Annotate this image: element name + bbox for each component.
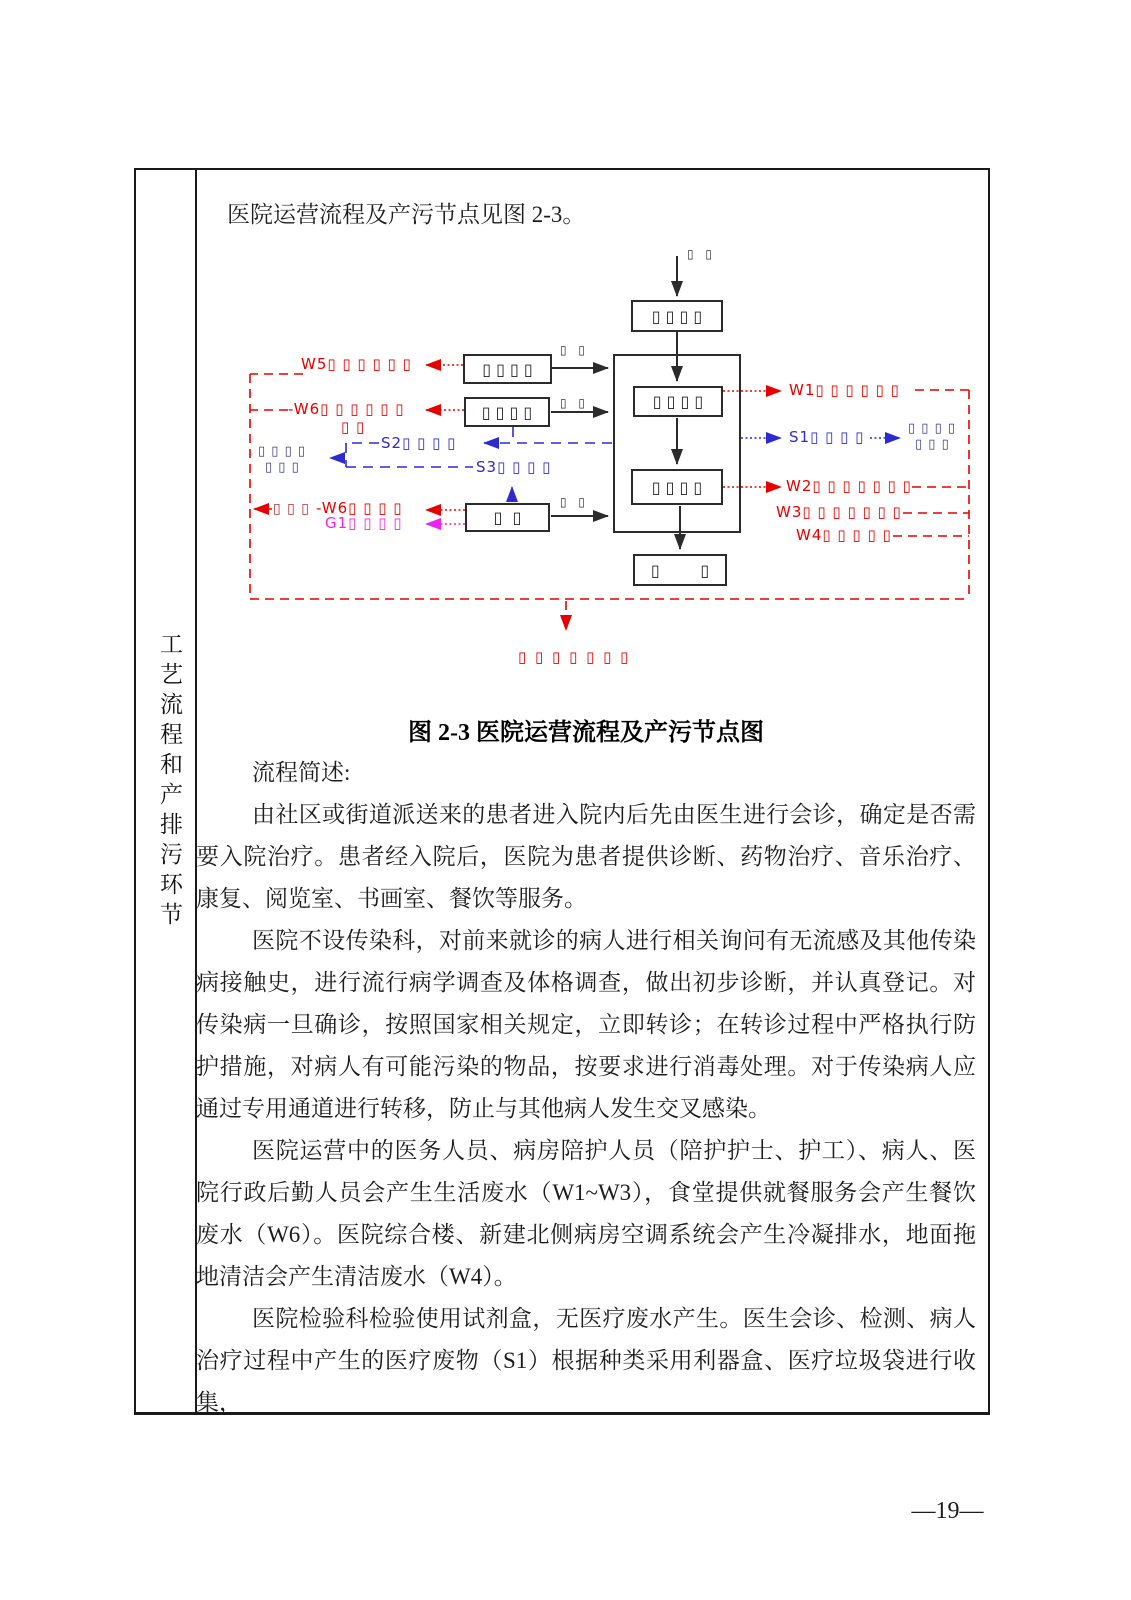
label-w5: W5▯ ▯ ▯ ▯ ▯ ▯ [301, 355, 412, 373]
flow-node-top: ▯ ▯ ▯ ▯ [631, 300, 723, 332]
label-w6-line2: ▯ ▯ [341, 418, 366, 436]
figure-caption: 图 2-3 医院运营流程及产污节点图 [408, 720, 764, 746]
flow-node-bottom: ▯ ▯ [633, 554, 727, 586]
edge-label-1: ▯ ▯ [560, 343, 590, 357]
label-w6: -W6▯ ▯ ▯ ▯ ▯ ▯ [288, 400, 405, 418]
label-s3: S3▯ ▯ ▯ ▯ [476, 458, 552, 476]
entry-edge-label: ▯ ▯ [687, 247, 717, 261]
label-w4: W4▯ ▯ ▯ ▯ ▯ [796, 526, 892, 544]
process-heading: 流程简述: [252, 760, 351, 785]
intro-line: 医院运营流程及产污节点见图 2-3。 [227, 202, 586, 227]
label-sewage-treatment: ▯ ▯ ▯ ▯ ▯ ▯ ▯ [518, 648, 631, 666]
label-septic: ▯ ▯ ▯ [273, 501, 311, 517]
label-s1: S1▯ ▯ ▯ ▯ [789, 428, 865, 446]
waste-store-right-line1: ▯ ▯ ▯ ▯ [908, 421, 957, 436]
label-waste-store-right [908, 421, 956, 453]
flow-node-left-1: ▯ ▯ ▯ ▯ [463, 354, 552, 384]
edge-label-2: ▯ ▯ [560, 396, 590, 410]
label-w3: W3▯ ▯ ▯ ▯ ▯ ▯ ▯ [776, 503, 902, 521]
paragraph-1: 由社区或街道派送来的患者进入院内后先由医生进行会诊，确定是否需要入院治疗。患者经入院后，医院为患者提供诊断、药物治疗、音乐治疗、康复、阅览室、书画室、餐饮等服务。 [196, 802, 976, 911]
label-w2: W2▯ ▯ ▯ ▯ ▯ ▯ ▯ [786, 477, 912, 495]
waste-store-right-line2: ▯ ▯ ▯ [915, 437, 950, 452]
label-g1: G1▯ ▯ ▯ ▯ [325, 514, 403, 532]
flow-node-inner-2: ▯ ▯ ▯ ▯ [631, 469, 723, 505]
paragraph-3: 医院运营中的医务人员、病房陪护人员（陪护护士、护工）、病人、医院行政后勤人员会产生生活废水（W1~W3），食堂提供就餐服务会产生餐饮废水（W6）。医院综合楼、新建北侧病房空调系统会产生冷凝排水，地面拖地清洁会产生清洁废水（W4）。 [196, 1138, 976, 1289]
label-w6-bottom: -W6▯ ▯ ▯ ▯ [316, 499, 403, 517]
waste-store-left-line1: ▯ ▯ ▯ ▯ [258, 444, 307, 459]
label-s2: S2▯ ▯ ▯ ▯ [381, 434, 457, 452]
flow-node-left-2: ▯ ▯ ▯ ▯ [464, 397, 550, 427]
sidebar-row-label: 工艺流程和产排污环节 [157, 632, 182, 932]
label-w1: W1▯ ▯ ▯ ▯ ▯ ▯ [789, 381, 900, 399]
page-number: —19— [911, 1498, 984, 1524]
flow-node-treatment-group [613, 354, 741, 533]
paragraph-2: 医院不设传染科，对前来就诊的病人进行相关询问有无流感及其他传染病接触史，进行流行病学调查及体格调查，做出初步诊断，并认真登记。对传染病一旦确诊，按照国家相关规定，立即转诊；在转诊过程中严格执行防护措施，对病人有可能污染的物品，按要求进行消毒处理。对于传染病人应通过专用通道进行转移，防止与其他病人发生交叉感染。 [196, 928, 976, 1121]
label-waste-store-left [258, 444, 306, 476]
flow-node-left-3: ▯ ▯ [465, 503, 550, 532]
flow-node-inner-1: ▯ ▯ ▯ ▯ [633, 386, 723, 417]
waste-store-left-line2: ▯ ▯ ▯ [265, 460, 300, 475]
edge-label-3: ▯ ▯ [560, 495, 590, 509]
paragraph-4: 医院检验科检验使用试剂盒，无医疗废水产生。医生会诊、检测、病人治疗过程中产生的医疗废物（S1）根据种类采用利器盒、医疗垃圾袋进行收集， [196, 1306, 976, 1415]
